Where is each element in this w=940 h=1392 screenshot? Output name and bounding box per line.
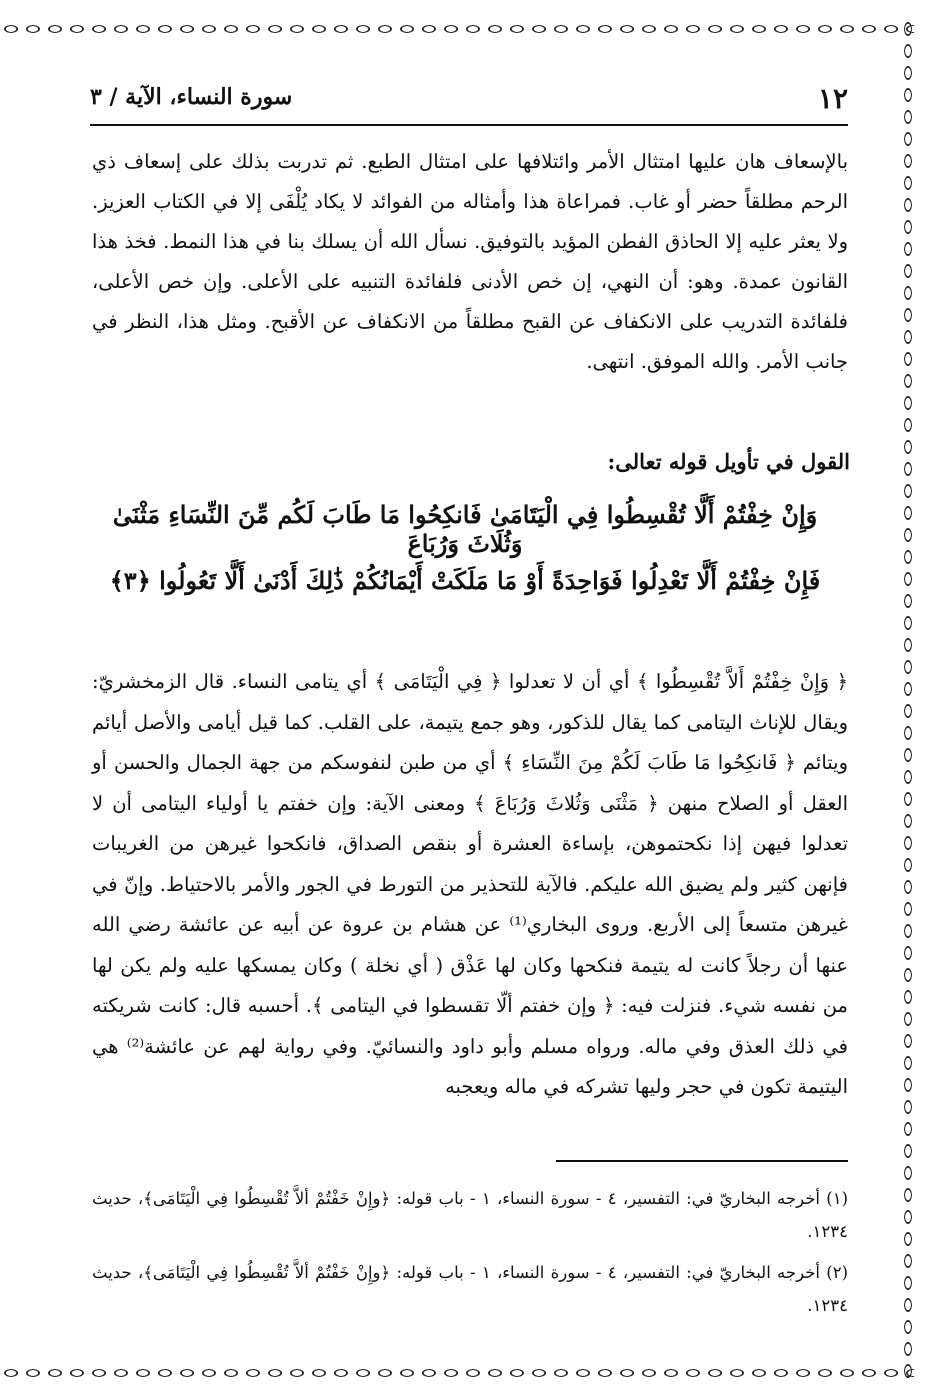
tafsir-text <box>92 662 848 1108</box>
page-number: ١٢ <box>817 82 848 115</box>
footnotes <box>92 1182 848 1330</box>
footnote-separator <box>556 1160 848 1162</box>
page-header <box>90 80 848 126</box>
ornamental-border-right <box>898 18 918 1384</box>
section-heading: القول في تأويل قوله تعالى: <box>607 449 850 474</box>
quran-verse-line-1: وَإِنْ خِفْتُمْ أَلَّا تُقْسِطُوا فِي الْيَتَامَىٰ فَانكِحُوا مَا طَابَ لَكُم مِّنَ النِّسَاءِ مَثْنَىٰ وَثُلَاثَ وَرُبَاعَ <box>112 500 818 558</box>
tafsir-paragraph: ﴿ وَإِنْ خِفْتُمْ أَلاَّ تُقْسِطُوا ﴾ أي أن لا تعدلوا ﴿ فِي الْيَتَامَى ﴾ أي يتامى النساء. قال الزمخشريّ: ويقال للإناث اليتامى كما يقال للذكور، وهو جمع يتيمة، على القلب. كما قيل أيامى والأصل أيائم ويتائم ﴿ فَانكِحُوا مَا طَابَ لَكُمْ مِنَ النِّسَاءِ ﴾ أي من طبن لنفوسكم من جهة الجمال والحسن أو العقل أو الصلاح منهن ﴿ مَثْنَى وَثُلاثَ وَرُبَاعَ ﴾ ومعنى الآية: وإن خفتم يا أولياء اليتامى أن لا تعدلوا فيهن إذا نكحتموهن، بإساءة العشرة أو بنقص الصداق، فانكحوا غيرهن من الغريبات فإنهن كثير ولم يضيق الله عليكم. فالآية للتحذير من التورط في الجور والأمر بالاحتياط. وإنّ في غيرهن متسعاً إلى الأربع. وروى البخاري⁽¹⁾ عن هشام بن عروة عن أبيه عن عائشة رضي الله عنها أن رجلاً كانت له يتيمة فنكحها وكان لها عَذْق ( أي نخلة ) وكان يمسكها عليه ولم يكن لها من نفسه شيء. فنزلت فيه: ﴿ وإن خفتم ألّا تقسطوا في اليتامى ﴾. أحسبه قال: كانت شريكته في ذلك العذق وفي ماله. ورواه مسلم وأبو داود والنسائيّ. وفي رواية لهم عن عائشة⁽²⁾ هي اليتيمة تكون في حجر وليها تشركه في ماله ويعجبه <box>92 670 849 1098</box>
footnote-1: (١) أخرجه البخاريّ في: التفسير، ٤ - سورة النساء، ١ - باب قوله: ﴿وإِنْ خَفْتُمْ ألاَّ تُقْسِطُوا فِي الْيَتَامَى﴾، حديث ١٢٣٤. <box>92 1189 848 1241</box>
body-text <box>92 142 848 382</box>
running-head: سورة النساء، الآية / ٣ <box>90 84 293 110</box>
footnote-2: (٢) أخرجه البخاريّ في: التفسير، ٤ - سورة النساء، ١ - باب قوله: ﴿وإِنْ خَفْتُمْ ألاَّ تُقْسِطُوا فِي الْيَتَامَى﴾، حديث ١٢٣٤. <box>92 1263 848 1315</box>
body-paragraph: بالإسعاف هان عليها امتثال الأمر وائتلافها على امتثال الطبع. ثم تدربت بذلك على إسعاف ذي الرحم مطلقاً حضر أو غاب. فمراعاة هذا وأمثاله من الفوائد لا يكاد يُلْفَى إلا في الكتاب العزيز. ولا يعثر عليه إلا الحاذق الفطن المؤيد بالتوفيق. نسأل الله أن يسلك بنا في هذا النمط. فخذ هذا القانون عمدة. وهو: أن النهي، إن خص الأدنى فلفائدة التنبيه على الأعلى. وإن خص الأعلى، فلفائدة التدريب على الانكفاف عن القبح مطلقاً من الانكفاف عن الأقبح. ومثل هذا، النظر في جانب الأمر. والله الموفق. انتهى. <box>92 150 848 373</box>
ornamental-border-top <box>0 18 914 40</box>
quran-verse-line-2: فَإِنْ خِفْتُمْ أَلَّا تَعْدِلُوا فَوَاحِدَةً أَوْ مَا مَلَكَتْ أَيْمَانُكُمْ ذَٰلِكَ أَدْنَىٰ أَلَّا تَعُولُوا ﴿٣﴾ <box>109 566 821 595</box>
ornamental-border-bottom <box>0 1362 914 1384</box>
